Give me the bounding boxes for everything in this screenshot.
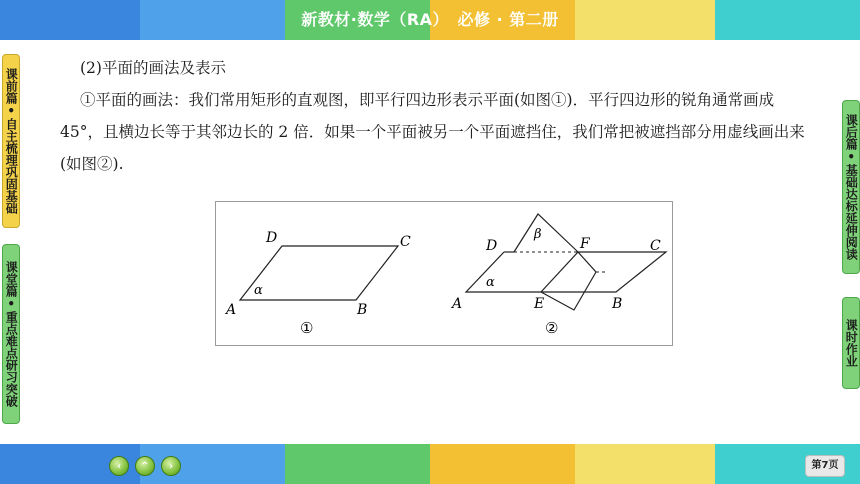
section-paragraph: ①平面的画法：我们常用矩形的直观图，即平行四边形表示平面(如图①)．平行四边形的锐角通常画成 45°，且横边长等于其邻边长的 2 倍．如果一个平面被另一个平面遮挡住，我们常把被遮挡部分用虚线画出来(如图②).: [60, 91, 805, 173]
fig1-label-C: C: [400, 234, 411, 250]
fig2-intersection-line: [541, 252, 578, 292]
fig2-label-alpha: α: [486, 275, 495, 290]
plane-figure-svg: [216, 202, 672, 345]
fig2-label-F: F: [580, 236, 590, 252]
lesson-content: [60, 52, 812, 180]
fig1-label-alpha: α: [254, 283, 263, 298]
fig2-label-C: C: [650, 238, 661, 254]
left-tab-classroom[interactable]: [2, 244, 20, 424]
bottom-bar-segment: [430, 444, 575, 484]
fig1-parallelogram: [240, 246, 398, 300]
nav-buttons: [109, 456, 181, 476]
fig2-label-D: D: [486, 238, 498, 254]
home-button[interactable]: [135, 456, 155, 476]
fig2-plane-beta-top: [514, 214, 578, 252]
fig1-label-D: D: [266, 230, 278, 246]
plane-figure: [215, 201, 673, 346]
page-number-badge: 第7页: [805, 455, 845, 477]
header-title: 新教材·数学（RA） 必修 · 第二册: [301, 10, 559, 29]
right-tab-homework-label: 课时作业: [844, 319, 859, 367]
fig2-plane-beta-bottom: [541, 252, 596, 310]
bottom-bar-segment: [575, 444, 715, 484]
right-tab-homework[interactable]: [842, 297, 860, 389]
fig1-label-B: B: [357, 302, 368, 318]
fig2-label-B: B: [612, 296, 623, 312]
right-tab-after-class[interactable]: [842, 100, 860, 274]
fig1-caption: ①: [300, 319, 314, 337]
fig2-label-E: E: [534, 296, 545, 312]
fig2-label-beta: β: [534, 227, 542, 242]
fig1-label-A: A: [226, 302, 237, 318]
left-tab-preview[interactable]: [2, 54, 20, 228]
chevron-up-icon: ⌃: [140, 460, 150, 472]
right-tab-after-class-label: 课后篇•基础达标延伸阅读: [844, 114, 859, 260]
left-tab-classroom-label: 课堂篇•重点难点研习突破: [4, 261, 19, 407]
bottom-bar-segment: [285, 444, 430, 484]
chevron-right-icon: ›: [168, 460, 174, 472]
fig2-plane-alpha: [466, 252, 666, 292]
fig2-label-A: A: [452, 296, 463, 312]
next-page-button[interactable]: [161, 456, 181, 476]
fig2-caption: ②: [545, 319, 559, 337]
section-heading: (2)平面的画法及表示: [80, 59, 226, 77]
prev-page-button[interactable]: [109, 456, 129, 476]
chevron-left-icon: ‹: [116, 460, 122, 472]
left-tab-preview-label: 课前篇•自主梳理巩固基础: [4, 68, 19, 214]
